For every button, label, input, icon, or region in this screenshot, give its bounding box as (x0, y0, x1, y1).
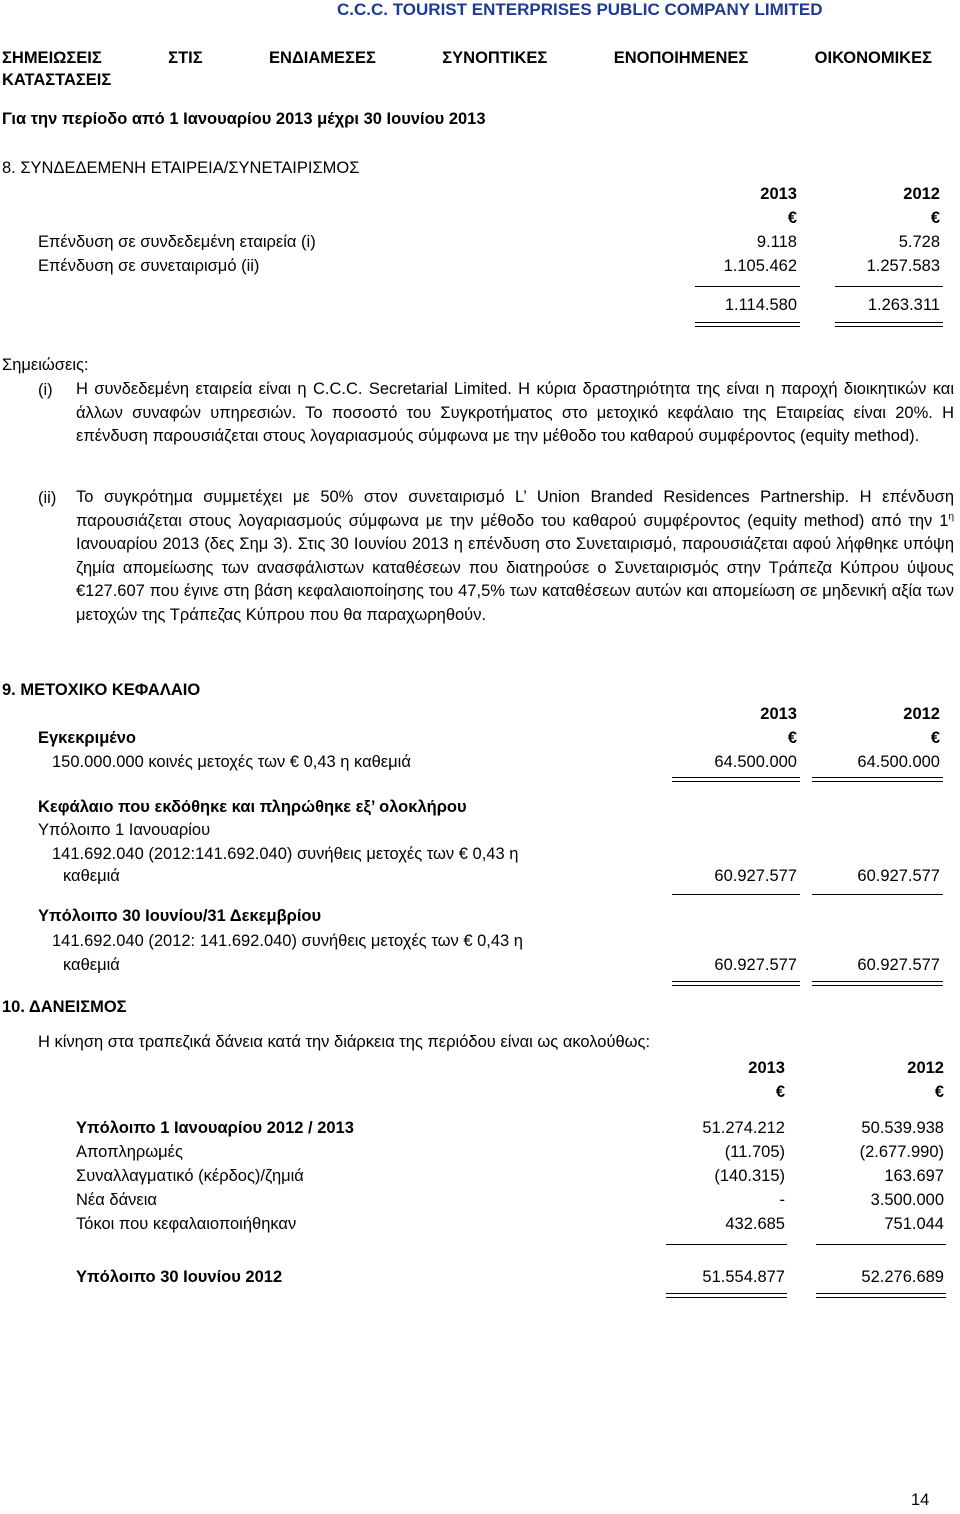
note10-currency-2013: € (775, 1083, 785, 1101)
loans-row-value-2012: (2.677.990) (859, 1143, 944, 1161)
opening-capital-2012: 60.927.577 (857, 867, 940, 885)
note8-row-label: Επένδυση σε συνδεδεμένη εταιρεία (i) (38, 233, 316, 251)
loans-row-label: Συναλλαγματικό (κέρδος)/ζημιά (76, 1167, 304, 1185)
note-ii-text: Το συγκρότημα συμμετέχει με 50% στον συνεταιρισμό L’ Union Branded Residences Partnership. Η επένδυση παρουσιάζεται στους λογαριασμούς σύμφωνα με την μέθοδο του καθαρού συμφέροντος (equity method) από την $1^\eta$ Ιανουαρίου 2013 (δες Σημ 3). Στις 30 Ιουνίου 2013 η επένδυση στο Συνεταιρισμό, παρουσιάζεται αφού λήφθηκε υπόψη ζημία απομείωσης των ανασφάλιστων καταθέσεων που διατηρούσε ο Συνεταιρισμός στην Τράπεζα Κύπρου ύψους €127.607 που έγινε στη βάση κεφαλαιοποίησης του 47,5% των καταθέσεων αυτών και απομείωση σε μηδενική αξία των μετοχών της Τράπεζας Κύπρου που θα παραχωρηθούν. (76, 488, 954, 624)
loans-row-value-2013: - (779, 1191, 785, 1209)
note-i-marker: (i) (38, 381, 53, 399)
closing-capital-2012: 60.927.577 (857, 956, 940, 974)
document-title-line1: ΣΗΜΕΙΩΣΕΙΣ ΣΤΙΣ ΕΝΔΙΑΜΕΣΕΣ ΣΥΝΟΠΤΙΚΕΣ ΕΝΟΠΟΙΗΜΕΝΕΣ ΟΙΚΟΝΟΜΙΚΕΣ (2, 49, 932, 67)
closing-balance-heading: Υπόλοιπο 30 Ιουνίου/31 Δεκεμβρίου (38, 907, 322, 925)
subtotal-rule (666, 1244, 787, 1245)
total-double-rule (835, 322, 943, 327)
note8-total-2013: 1.114.580 (724, 296, 797, 314)
total-double-rule (816, 1293, 946, 1298)
subtotal-rule (812, 894, 943, 895)
subtotal-rule (816, 1244, 946, 1245)
total-double-rule (672, 981, 800, 986)
authorised-shares-label: 150.000.000 κοινές μετοχές των € 0,43 η καθεμιά (52, 753, 411, 771)
loans-row-value-2012: 3.500.000 (870, 1191, 944, 1209)
closing-shares-desc-cont: καθεμιά (63, 956, 120, 974)
subtotal-rule (695, 286, 800, 287)
period-line: Για την περίοδο από 1 Ιανουαρίου 2013 μέχρι 30 Ιουνίου 2013 (2, 110, 486, 128)
loans-row-value-2012: 163.697 (884, 1167, 944, 1185)
loans-row-value-2012: 751.044 (884, 1215, 944, 1233)
loans-closing-2013: 51.554.877 (702, 1268, 785, 1286)
issued-capital-heading: Κεφάλαιο που εκδόθηκε και πληρώθηκε εξ’ ολοκλήρου (38, 798, 467, 816)
total-double-rule (672, 777, 800, 782)
loans-row-value-2013: (140.315) (714, 1167, 785, 1185)
page-number: 14 (911, 1491, 930, 1509)
loans-opening-2013: 51.274.212 (702, 1119, 785, 1137)
note8-row-value-2013: 9.118 (756, 233, 797, 251)
total-double-rule (695, 322, 800, 327)
opening-shares-desc-cont: καθεμιά (63, 867, 120, 885)
loans-row-label: Αποπληρωμές (76, 1143, 183, 1161)
note-ii-marker: (ii) (38, 489, 57, 507)
loans-opening-2012: 50.539.938 (861, 1119, 944, 1137)
authorised-heading: Εγκεκριμένο (38, 729, 137, 747)
note10-currency-2012: € (934, 1083, 944, 1101)
authorised-value-2013: 64.500.000 (714, 753, 797, 771)
notes-heading: Σημειώσεις: (2, 356, 89, 374)
company-name: C.C.C. TOURIST ENTERPRISES PUBLIC COMPANY LIMITED (337, 0, 823, 19)
note8-row-label: Επένδυση σε συνεταιρισμό (ii) (38, 257, 260, 275)
note9-currency-2012: € (930, 729, 940, 747)
document-title-line2: ΚΑΤΑΣΤΑΣΕΙΣ (2, 71, 112, 89)
loans-row-label: Τόκοι που κεφαλαιοποιήθηκαν (76, 1215, 297, 1233)
note-ii-paragraph (76, 486, 954, 628)
opening-shares-desc: 141.692.040 (2012:141.692.040) συνήθεις μετοχές των € 0,43 η (52, 845, 519, 863)
note9-col-2013: 2013 (760, 705, 797, 723)
note8-row-value-2013: 1.105.462 (723, 257, 797, 275)
note-i-text: Η συνδεδεμένη εταιρεία είναι η C.C.C. Secretarial Limited. Η κύρια δραστηριότητα της είναι η παροχή διοικητικών και άλλων συναφών υπηρεσιών. Το ποσοστό του Συγκροτήματος στο μετοχικό κεφάλαιο της Εταιρείας είναι 20%. Η επένδυση παρουσιάζεται στους λογαριασμούς σύμφωνα με την μέθοδο του καθαρού συμφέροντος (equity method). (76, 380, 954, 446)
subtotal-rule (672, 894, 800, 895)
note9-col-2012: 2012 (903, 705, 940, 723)
note8-currency-2012: € (930, 209, 940, 227)
loans-closing-label: Υπόλοιπο 30 Ιουνίου 2012 (76, 1268, 283, 1286)
opening-balance-label: Υπόλοιπο 1 Ιανουαρίου (38, 821, 211, 839)
note8-row-value-2012: 1.257.583 (866, 257, 940, 275)
loans-closing-2012: 52.276.689 (861, 1268, 944, 1286)
authorised-value-2012: 64.500.000 (857, 753, 940, 771)
note-i-paragraph (76, 378, 954, 449)
note8-col-2012: 2012 (903, 185, 940, 203)
closing-capital-2013: 60.927.577 (714, 956, 797, 974)
closing-shares-desc: 141.692.040 (2012: 141.692.040) συνήθεις μετοχές των € 0,43 η (52, 932, 523, 950)
note8-currency-2013: € (787, 209, 797, 227)
total-double-rule (812, 981, 943, 986)
note10-heading: 10. ΔΑΝΕΙΣΜΟΣ (2, 998, 127, 1016)
note9-heading: 9. ΜΕΤΟΧΙΚΟ ΚΕΦΑΛΑΙΟ (2, 681, 201, 699)
loans-row-label: Νέα δάνεια (76, 1191, 157, 1209)
note9-currency-2013: € (787, 729, 797, 747)
note10-col-2013: 2013 (748, 1059, 785, 1077)
loans-row-value-2013: (11.705) (724, 1143, 785, 1161)
loans-row-value-2013: 432.685 (725, 1215, 785, 1233)
note8-col-2013: 2013 (760, 185, 797, 203)
loans-opening-label: Υπόλοιπο 1 Ιανουαρίου 2012 / 2013 (76, 1119, 354, 1137)
total-double-rule (666, 1293, 787, 1298)
opening-capital-2013: 60.927.577 (714, 867, 797, 885)
note10-intro: Η κίνηση στα τραπεζικά δάνεια κατά την διάρκεια της περιόδου είναι ως ακολούθως: (38, 1033, 651, 1051)
note8-row-value-2012: 5.728 (898, 233, 940, 251)
note8-heading: 8. ΣΥΝΔΕΔΕΜΕΝΗ ΕΤΑΙΡΕΙΑ/ΣΥΝΕΤΑΙΡΙΣΜΟΣ (2, 159, 360, 177)
total-double-rule (812, 777, 943, 782)
note10-col-2012: 2012 (907, 1059, 944, 1077)
subtotal-rule (835, 286, 943, 287)
note8-total-2012: 1.263.311 (867, 296, 940, 314)
